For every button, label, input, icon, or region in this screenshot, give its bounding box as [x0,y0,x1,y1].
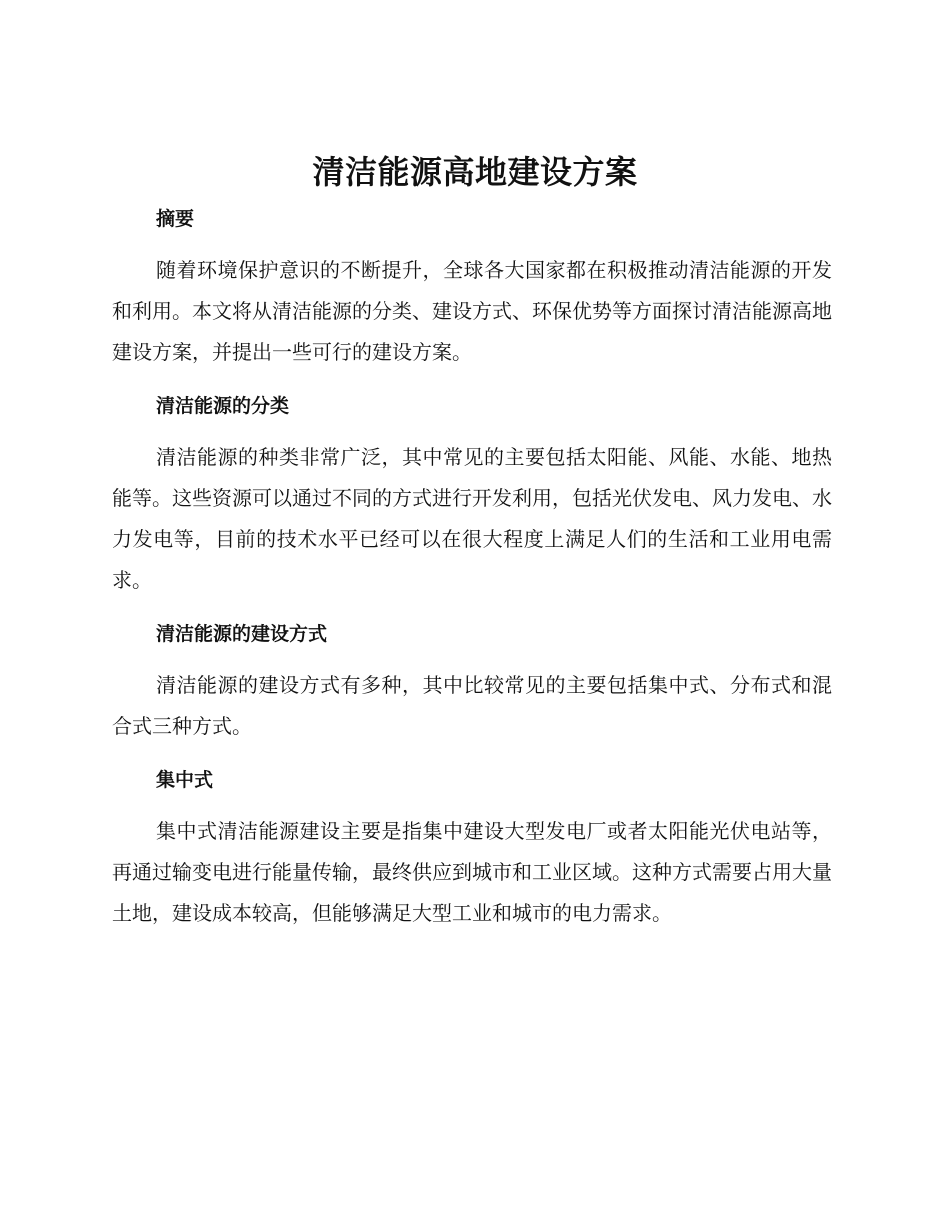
document-body [112,204,832,952]
section-paragraph: 集中式清洁能源建设主要是指集中建设大型发电厂或者太阳能光伏电站等，再通过输变电进行能量传输，最终供应到城市和工业区域。这种方式需要占用大量土地，建设成本较高，但能够满足大型工业和城市的电力需求。 [112,819,832,925]
section-heading: 摘要 [156,208,195,230]
section-heading: 清洁能源的建设方式 [156,623,328,645]
section-paragraph: 清洁能源的建设方式有多种，其中比较常见的主要包括集中式、分布式和混合式三种方式。 [112,673,832,738]
section-paragraph: 清洁能源的种类非常广泛，其中常见的主要包括太阳能、风能、水能、地热能等。这些资源可以通过不同的方式进行开发利用，包括光伏发电、风力发电、水力发电等，目前的技术水平已经可以在很大程度上满足人们的生活和工业用电需求。 [112,445,832,592]
section-centralized [112,765,832,934]
section-abstract [112,204,832,373]
section-heading: 清洁能源的分类 [156,395,290,417]
section-construction-methods [112,619,832,747]
section-heading: 集中式 [156,769,214,791]
document-title: 清洁能源高地建设方案 [312,153,638,191]
section-classification [112,391,832,601]
section-paragraph: 随着环境保护意识的不断提升，全球各大国家都在积极推动清洁能源的开发和利用。本文将从清洁能源的分类、建设方式、环保优势等方面探讨清洁能源高地建设方案，并提出一些可行的建设方案。 [112,258,832,364]
